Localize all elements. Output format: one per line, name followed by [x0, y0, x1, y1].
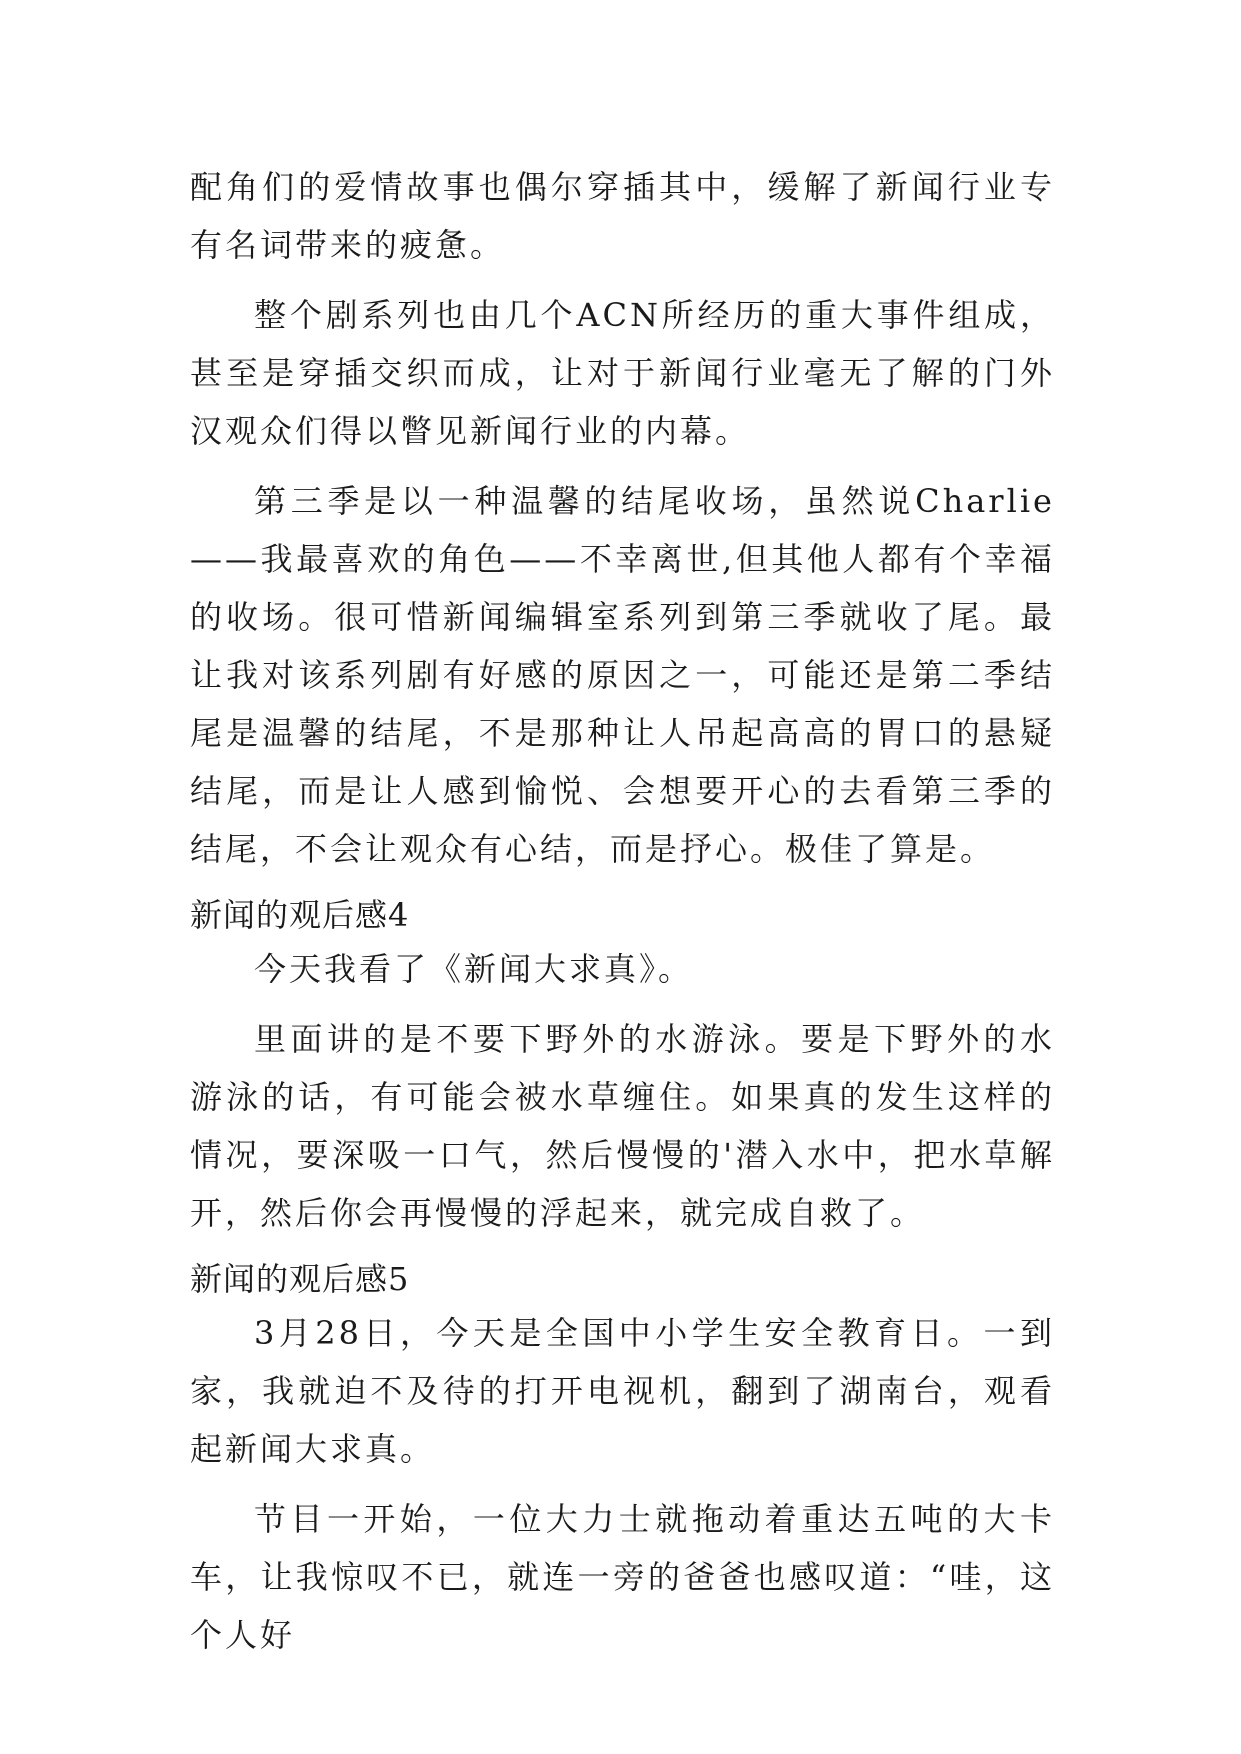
paragraph-today-watched: 今天我看了《新闻大求真》。	[254, 950, 694, 988]
paragraph-swimming-safety: 里面讲的是不要下野外的水游泳。要是下野外的水游泳的话，有可能会被水草缠住。如果真的发生这样的情况，要深吸一口气，然后慢慢的'潜入水中，把水草解开，然后你会再慢慢的浮起来，就完成自救了。	[190, 1020, 1055, 1232]
paragraph-season-three: 第三季是以一种温馨的结尾收场，虽然说Charlie——我最喜欢的角色——不幸离世,但其他人都有个幸福的收场。很可惜新闻编辑室系列到第三季就收了尾。最让我对该系列剧有好感的原因之一，可能还是第二季结尾是温馨的结尾，不是那种让人吊起高高的胃口的悬疑结尾，而是让人感到愉悦、会想要开心的去看第三季的结尾，不会让观众有心结，而是抒心。极佳了算是。	[190, 482, 1055, 868]
section-heading-5: 新闻的观后感5	[190, 1260, 410, 1298]
paragraph-strongman: 节目一开始，一位大力士就拖动着重达五吨的大卡车，让我惊叹不已，就连一旁的爸爸也感叹道：“哇，这个人好	[190, 1500, 1055, 1654]
document-page	[190, 158, 1055, 1676]
paragraph-continued: 配角们的爱情故事也偶尔穿插其中，缓解了新闻行业专有名词带来的疲惫。	[190, 168, 1055, 264]
section-heading-4: 新闻的观后感4	[190, 896, 410, 934]
paragraph-safety-day: 3月28日，今天是全国中小学生安全教育日。一到家，我就迫不及待的打开电视机，翻到了湖南台，观看起新闻大求真。	[190, 1314, 1055, 1468]
paragraph-acn-events: 整个剧系列也由几个ACN所经历的重大事件组成，甚至是穿插交织而成，让对于新闻行业毫无了解的门外汉观众们得以瞥见新闻行业的内幕。	[190, 296, 1055, 450]
